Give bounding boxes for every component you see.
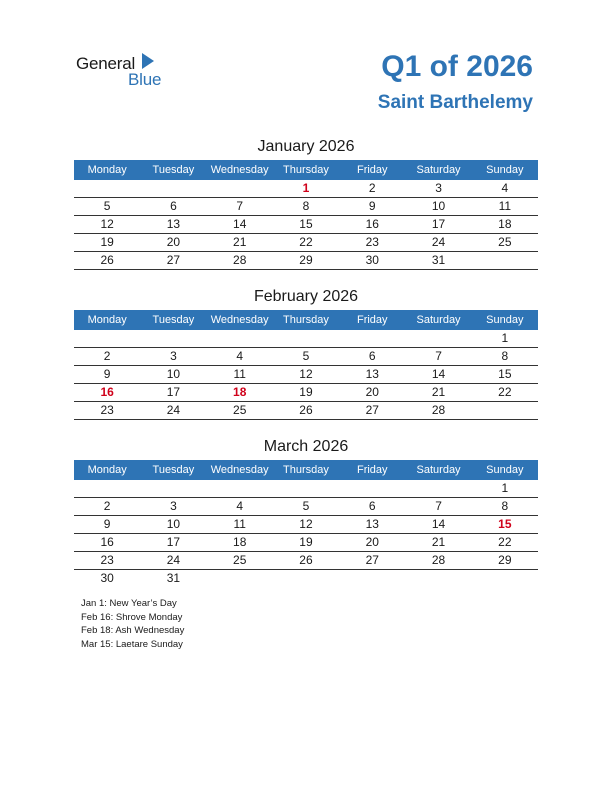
month-title: January 2026 xyxy=(257,138,355,155)
day-cell: 13 xyxy=(365,367,379,381)
day-cell: 19 xyxy=(299,385,313,399)
day-cell: 20 xyxy=(365,535,379,549)
day-cell: 8 xyxy=(501,349,509,363)
logo-flag-icon xyxy=(142,53,154,69)
weekday-header: Friday xyxy=(356,164,388,176)
day-cell: 9 xyxy=(368,199,376,213)
day-cell: 26 xyxy=(299,403,313,417)
day-cell xyxy=(472,402,538,419)
day-cell: 7 xyxy=(435,499,442,513)
day-cell: 28 xyxy=(233,253,247,267)
day-cell: 19 xyxy=(100,235,114,249)
day-cell: 2 xyxy=(103,349,111,363)
day-cell xyxy=(207,480,273,497)
day-cell: 16 xyxy=(100,535,114,549)
day-cell: 20 xyxy=(166,235,181,249)
weekday-header-row xyxy=(74,310,538,330)
week-row xyxy=(74,366,538,384)
weekday-header: Thursday xyxy=(283,314,329,326)
week-row xyxy=(74,384,538,402)
page-subtitle: Saint Barthelemy xyxy=(377,92,533,113)
month-january xyxy=(74,136,538,270)
day-cell: 30 xyxy=(365,253,379,267)
day-cell: 11 xyxy=(233,517,246,531)
day-cell: 12 xyxy=(100,217,114,231)
day-cell xyxy=(405,330,471,347)
day-cell xyxy=(339,330,405,347)
week-row xyxy=(74,402,538,420)
page-title: Q1 of 2026 xyxy=(381,50,533,83)
weekday-header: Tuesday xyxy=(152,164,195,176)
day-cell: 19 xyxy=(299,535,313,549)
day-cell: 17 xyxy=(166,385,181,399)
weekday-header: Sunday xyxy=(486,164,524,176)
day-cell: 21 xyxy=(233,235,247,249)
day-cell: 7 xyxy=(236,199,244,213)
holiday-note: Feb 18: Ash Wednesday xyxy=(81,625,185,636)
week-row xyxy=(74,234,538,252)
day-cell: 28 xyxy=(431,553,446,567)
day-cell: 6 xyxy=(368,499,376,513)
holiday-day-cell: 18 xyxy=(233,385,247,399)
day-cell: 24 xyxy=(166,403,181,417)
day-cell xyxy=(74,330,140,347)
day-cell: 10 xyxy=(166,517,181,531)
day-cell: 23 xyxy=(100,553,114,567)
day-cell: 18 xyxy=(233,535,247,549)
holiday-note: Jan 1: New Year’s Day xyxy=(81,598,177,609)
weekday-header: Saturday xyxy=(416,164,461,176)
week-row xyxy=(74,480,538,498)
day-cell: 6 xyxy=(368,349,376,363)
day-cell: 29 xyxy=(299,253,313,267)
day-cell: 17 xyxy=(431,217,446,231)
day-cell: 25 xyxy=(498,235,512,249)
day-cell: 27 xyxy=(365,553,379,567)
weekday-header: Thursday xyxy=(283,164,329,176)
day-cell: 23 xyxy=(100,403,114,417)
weekday-header-row xyxy=(74,460,538,480)
holiday-note: Feb 16: Shrove Monday xyxy=(81,611,183,623)
logo-blue-text: Blue xyxy=(128,70,162,89)
weekday-header: Tuesday xyxy=(152,314,195,326)
day-cell: 11 xyxy=(498,199,512,213)
day-cell: 14 xyxy=(233,217,247,231)
day-cell xyxy=(74,180,140,197)
week-row xyxy=(74,216,538,234)
day-cell: 22 xyxy=(498,535,512,549)
day-cell: 28 xyxy=(431,403,446,417)
day-cell xyxy=(273,330,339,347)
day-cell: 31 xyxy=(166,571,181,585)
day-cell: 27 xyxy=(365,403,379,417)
weekday-header: Saturday xyxy=(416,314,461,326)
day-cell: 5 xyxy=(103,199,111,213)
week-row xyxy=(74,516,538,534)
day-cell: 26 xyxy=(299,553,313,567)
day-cell: 2 xyxy=(368,181,376,195)
day-cell xyxy=(472,570,538,587)
weekday-header: Monday xyxy=(87,314,127,326)
day-cell: 22 xyxy=(498,385,512,399)
day-cell: 8 xyxy=(302,199,310,213)
day-cell xyxy=(207,330,273,347)
weekday-header: Friday xyxy=(356,464,388,476)
day-cell xyxy=(207,570,273,587)
week-row xyxy=(74,348,538,366)
day-cell: 31 xyxy=(431,253,446,267)
day-cell xyxy=(339,480,405,497)
logo-general-text: General xyxy=(76,54,136,73)
month-title: March 2026 xyxy=(263,438,349,455)
day-cell: 16 xyxy=(365,217,379,231)
weekday-header: Friday xyxy=(356,314,388,326)
day-cell xyxy=(472,252,538,269)
day-cell: 29 xyxy=(498,553,512,567)
day-cell xyxy=(405,480,471,497)
day-cell: 2 xyxy=(103,499,111,513)
month-title: February 2026 xyxy=(253,288,359,305)
holiday-note: Mar 15: Laetare Sunday xyxy=(81,638,183,650)
day-cell xyxy=(140,330,206,347)
day-cell: 12 xyxy=(299,517,313,531)
day-cell xyxy=(339,570,405,587)
weekday-header: Wednesday xyxy=(210,464,269,476)
week-row xyxy=(74,534,538,552)
day-cell: 5 xyxy=(302,349,310,363)
day-cell: 13 xyxy=(365,517,379,531)
week-row xyxy=(74,552,538,570)
day-cell: 25 xyxy=(233,403,247,417)
day-cell xyxy=(140,180,206,197)
day-cell: 14 xyxy=(431,517,446,531)
holiday-day-cell: 1 xyxy=(302,181,310,195)
weekday-header: Sunday xyxy=(486,314,524,326)
day-cell: 14 xyxy=(431,367,446,381)
day-cell xyxy=(405,570,471,587)
week-row xyxy=(74,330,538,348)
day-cell: 21 xyxy=(431,385,446,399)
week-row xyxy=(74,180,538,198)
day-cell: 11 xyxy=(233,367,246,381)
day-cell: 27 xyxy=(166,253,181,267)
day-cell: 7 xyxy=(435,349,442,363)
weekday-header: Monday xyxy=(87,464,127,476)
weekday-header-row xyxy=(74,160,538,180)
day-cell: 5 xyxy=(302,499,310,513)
day-cell: 24 xyxy=(431,235,446,249)
day-cell: 9 xyxy=(103,367,111,381)
holiday-day-cell: 16 xyxy=(100,385,114,399)
holiday-day-cell: 15 xyxy=(498,517,512,531)
day-cell: 10 xyxy=(431,199,446,213)
day-cell: 6 xyxy=(170,199,177,213)
day-cell: 10 xyxy=(166,367,181,381)
week-row xyxy=(74,198,538,216)
day-cell: 25 xyxy=(233,553,247,567)
week-row xyxy=(74,252,538,270)
month-february xyxy=(74,286,538,420)
day-cell: 21 xyxy=(431,535,446,549)
weekday-header: Monday xyxy=(87,164,127,176)
logo xyxy=(76,52,176,92)
day-cell xyxy=(140,480,206,497)
day-cell: 9 xyxy=(103,517,111,531)
day-cell xyxy=(74,480,140,497)
day-cell: 13 xyxy=(166,217,181,231)
day-cell: 15 xyxy=(299,217,313,231)
day-cell: 8 xyxy=(501,499,509,513)
day-cell xyxy=(207,180,273,197)
day-cell xyxy=(273,570,339,587)
day-cell: 17 xyxy=(166,535,181,549)
weekday-header: Tuesday xyxy=(152,464,195,476)
day-cell: 20 xyxy=(365,385,379,399)
weekday-header: Wednesday xyxy=(210,314,269,326)
day-cell: 30 xyxy=(100,571,114,585)
day-cell: 4 xyxy=(236,349,244,363)
day-cell: 22 xyxy=(299,235,313,249)
weekday-header: Saturday xyxy=(416,464,461,476)
day-cell: 3 xyxy=(170,349,177,363)
day-cell: 3 xyxy=(435,181,442,195)
day-cell: 1 xyxy=(501,331,509,345)
day-cell: 4 xyxy=(501,181,509,195)
day-cell: 18 xyxy=(498,217,512,231)
holiday-notes xyxy=(81,597,184,651)
day-cell: 12 xyxy=(299,367,313,381)
day-cell: 1 xyxy=(501,481,509,495)
day-cell: 24 xyxy=(166,553,181,567)
week-row xyxy=(74,498,538,516)
day-cell: 26 xyxy=(100,253,114,267)
weekday-header: Wednesday xyxy=(210,164,269,176)
month-march xyxy=(74,436,538,587)
day-cell: 4 xyxy=(236,499,244,513)
day-cell: 23 xyxy=(365,235,379,249)
day-cell xyxy=(273,480,339,497)
day-cell: 15 xyxy=(498,367,512,381)
weekday-header: Sunday xyxy=(486,464,524,476)
weekday-header: Thursday xyxy=(283,464,329,476)
day-cell: 3 xyxy=(170,499,177,513)
week-row xyxy=(74,570,538,587)
